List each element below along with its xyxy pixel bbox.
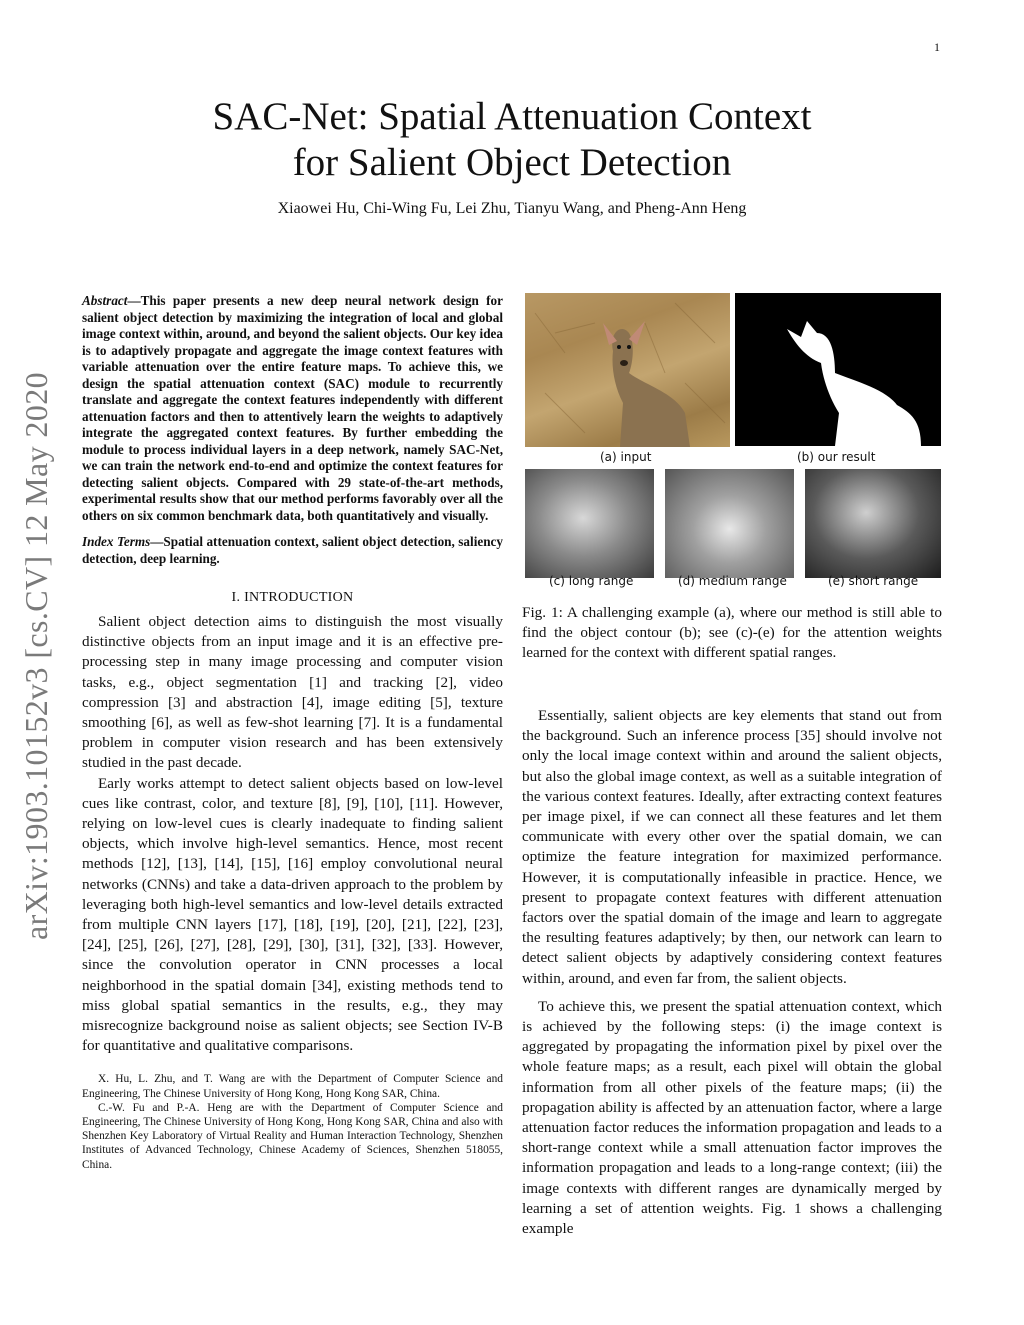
subcaption-d: (d) medium range [678, 574, 787, 588]
right-column [522, 706, 942, 1239]
attention-long-range-image [525, 469, 654, 578]
abstract [82, 293, 503, 524]
paper-title [0, 94, 1024, 186]
footnote-2: C.-W. Fu and P.-A. Heng are with the Department of Computer Science and Engineering, The Chinese University of Hong Kong, Hong Kong SAR, China and also with Shenzhen Key Laboratory of Virtual Reality and Human Interaction Technology, Shenzhen Institutes of Advanced Technology, Chinese Academy of Sciences, Shenzhen 518055, China. [82, 1101, 503, 1171]
left-column [82, 293, 503, 1172]
intro-paragraph-2: Early works attempt to detect salient objects based on low-level cues like contrast, color, and texture [8], [9], [10], [11]. However, relying on low-level cues is clearly inadequate to finding salient objects, which involve high-level semantics. Hence, most recent methods [12], [13], [14], [15], [16] employ convolutional neural networks (CNNs) and take a data-driven approach to the problem by leveraging both high-level semantics and low-level details extracted from multiple CNN layers [17], [18], [19], [20], [21], [22], [23], [24], [25], [26], [27], [28], [29], [30], [31], [32], [33]. However, since the convolution operator in CNN processes a local neighborhood in the spatial domain [34], existing methods tend to miss global spatial semantics in the results, e.g., they may misrecognize background noise as salient objects; see Section IV-B for quantitative and qualitative comparisons. [82, 774, 503, 1055]
deer-illustration [525, 293, 730, 447]
index-terms-label: Index Terms [82, 534, 151, 549]
author-footnotes [82, 1072, 503, 1171]
subcaption-b: (b) our result [797, 450, 876, 464]
abstract-text: —This paper presents a new deep neural network design for salient object detection by maximizing the integration of local and global image context within, around, and beyond the salient objects. Our key idea is to adaptively propagate and aggregate the image context features with variable attenuation over the entire feature maps. To achieve this, we design the spatial attenuation context (SAC) module to recurrently translate and aggregate the context features independently with different attenuation factors and then to attentively learn the weights to adaptively integrate the aggregated context features. By further embedding the module to process individual layers in a deep network, namely SAC-Net, we can train the network end-to-end and optimize the context features for detecting salient objects. Compared with 29 state-of-the-art methods, experimental results show that our method performs favorably over all the others on six common benchmark data, both quantitatively and visually. [82, 293, 503, 523]
title-line-2: for Salient Object Detection [292, 141, 732, 184]
subcaption-a: (a) input [600, 450, 652, 464]
title-line-1: SAC-Net: Spatial Attenuation Context [212, 95, 812, 138]
section-heading-introduction: I. INTRODUCTION [231, 590, 354, 605]
abstract-label: Abstract [82, 293, 128, 308]
input-deer-image [525, 293, 730, 447]
subcaption-c: (c) long range [549, 574, 634, 588]
index-terms-text: —Spatial attenuation context, salient object detection, saliency detection, deep learning. [82, 534, 503, 566]
footnote-1: X. Hu, L. Zhu, and T. Wang are with the Department of Computer Science and Engineering, The Chinese University of Hong Kong, Hong Kong SAR, China. [82, 1073, 503, 1100]
figure-1-caption: Fig. 1: A challenging example (a), where our method is still able to find the object contour (b); see (c)-(e) for the attention weights learned for the context with different spatial ranges. [522, 604, 942, 662]
attention-medium-range-image [665, 469, 794, 578]
author-list: Xiaowei Hu, Chi-Wing Fu, Lei Zhu, Tianyu Wang, and Pheng-Ann Heng [277, 200, 747, 217]
mask-silhouette [735, 293, 941, 446]
intro-paragraph-1: Salient object detection aims to distinguish the most visually distinctive objects from an input image and it is an effective pre-processing step in many image processing and computer vision tasks, e.g., object segmentation [1] and tracking [2], video compression [3] and abstraction [4], image editing [5], texture smoothing [6], as well as few-shot learning [7]. It is a fundamental problem in computer vision research and has been extensively studied in the past decade. [82, 613, 503, 772]
subcaption-e: (e) short range [828, 574, 919, 588]
page-number: 1 [934, 40, 940, 54]
attention-short-range-image [805, 469, 941, 578]
right-paragraph-2: To achieve this, we present the spatial attenuation context, which is achieved by the following steps: (i) the image context is aggregated by propagating the information pixel by pixel over the whole feature maps; as a result, each pixel will obtain the global information from all other pixels of the feature maps; (ii) the propagation ability is affected by an attenuation factor, where a large attenuation factor reduces the information propagation and leads to a short-range context while a small attenuation factor improves the information propagation and leads to a long-range context; (iii) the image contexts with different ranges are dynamically merged by learning a set of attention weights. Fig. 1 shows a challenging example [522, 997, 942, 1238]
arxiv-identifier: arXiv:1903.10152v3 [cs.CV] 12 May 2020 [18, 371, 54, 940]
index-terms [82, 534, 503, 567]
result-mask-image [735, 293, 941, 446]
right-paragraph-1: Essentially, salient objects are key elements that stand out from the background. Such an inference process [35] should involve not only the local image context within and around the salient objects, but also the global image context, as well as a suitable integration of the various context features. Ideally, after extracting context features per image pixel, if we can connect all these features and let them communicate with every other over the spatial domain, we can optimize the feature integration for maximized performance. However, it is computationally infeasible in practice. Hence, we present to propagate context features with different attenuation factors over the spatial domain of the image and learn to aggregate the resulting features adaptively; by then, our network can learn to detect salient objects by adaptively considering context features within, around, and even far from, the salient objects. [522, 707, 942, 987]
